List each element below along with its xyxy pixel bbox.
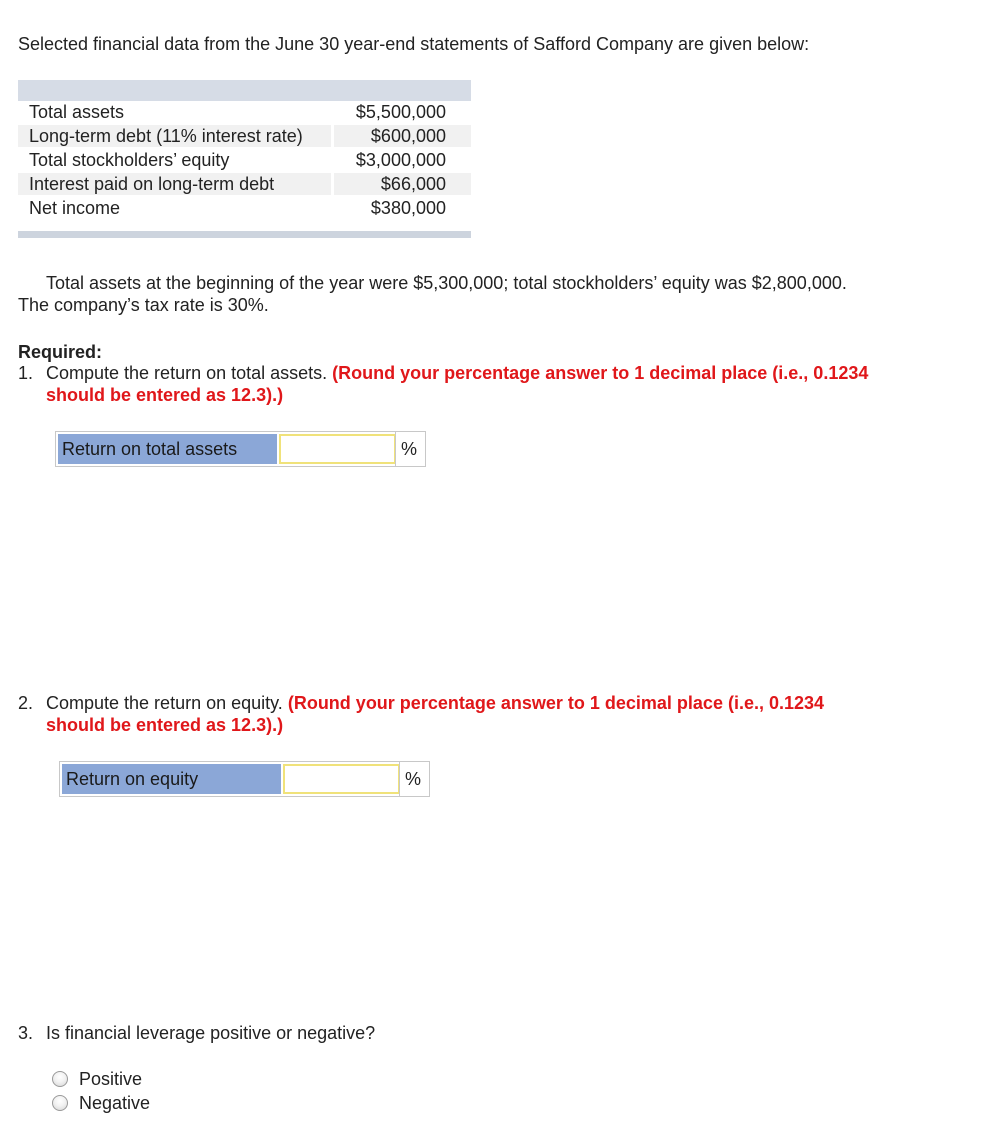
table-header-bar — [18, 80, 471, 101]
percent-unit: % — [401, 439, 418, 459]
option-label: Negative — [79, 1093, 151, 1113]
return-on-total-assets-input[interactable] — [279, 434, 396, 464]
table-row — [18, 173, 471, 197]
row-value: $66,000 — [380, 174, 446, 194]
rounding-instruction: (Round your percentage answer to 1 decimal place (i.e., 0.1234 — [287, 693, 825, 713]
row-value: $5,500,000 — [355, 102, 446, 122]
rounding-instruction-cont: should be entered as 12.3).) — [46, 715, 284, 735]
answer-table-roe — [59, 761, 430, 797]
question-text: Compute the return on total assets. — [46, 363, 328, 383]
radio-button[interactable] — [52, 1095, 68, 1111]
context-paragraph — [18, 272, 958, 316]
question-text: Compute the return on equity. — [46, 693, 283, 713]
row-value: $380,000 — [370, 198, 446, 218]
answer-label: Return on total assets — [58, 434, 277, 464]
answer-table-roa — [55, 431, 426, 467]
question-text: Is financial leverage positive or negative? — [46, 1023, 376, 1043]
rounding-instruction-cont: should be entered as 12.3).) — [46, 385, 284, 405]
question-number: 2. — [18, 693, 34, 713]
question-2 — [18, 692, 968, 736]
paragraph-line: Total assets at the beginning of the year were $5,300,000; total stockholders’ equity was $2,800,000. — [46, 273, 847, 293]
row-value: $600,000 — [370, 126, 446, 146]
question-1 — [18, 362, 968, 406]
financial-data-table — [18, 80, 471, 221]
question-number: 3. — [18, 1023, 34, 1043]
radio-button[interactable] — [52, 1071, 68, 1087]
table-footer-bar — [18, 231, 471, 238]
percent-unit: % — [405, 769, 422, 789]
table-row — [18, 149, 471, 173]
table-row — [18, 197, 471, 221]
table-row — [18, 125, 471, 149]
return-on-equity-input[interactable] — [283, 764, 400, 794]
question-number: 1. — [18, 363, 34, 383]
answer-label: Return on equity — [62, 764, 281, 794]
rounding-instruction: (Round your percentage answer to 1 decimal place (i.e., 0.1234 — [332, 363, 869, 383]
table-row — [18, 101, 471, 125]
option-label: Positive — [79, 1069, 143, 1089]
row-label: Long-term debt (11% interest rate) — [29, 126, 303, 146]
row-label: Net income — [29, 198, 121, 218]
paragraph-line: The company’s tax rate is 30%. — [18, 295, 269, 315]
row-label: Total assets — [29, 102, 125, 122]
row-label: Total stockholders’ equity — [29, 150, 230, 170]
row-value: $3,000,000 — [355, 150, 446, 170]
question-3 — [18, 1022, 968, 1044]
row-label: Interest paid on long-term debt — [29, 174, 275, 194]
required-heading: Required: — [18, 342, 103, 362]
intro-text: Selected financial data from the June 30 year-end statements of Safford Company are given below: — [18, 34, 810, 54]
